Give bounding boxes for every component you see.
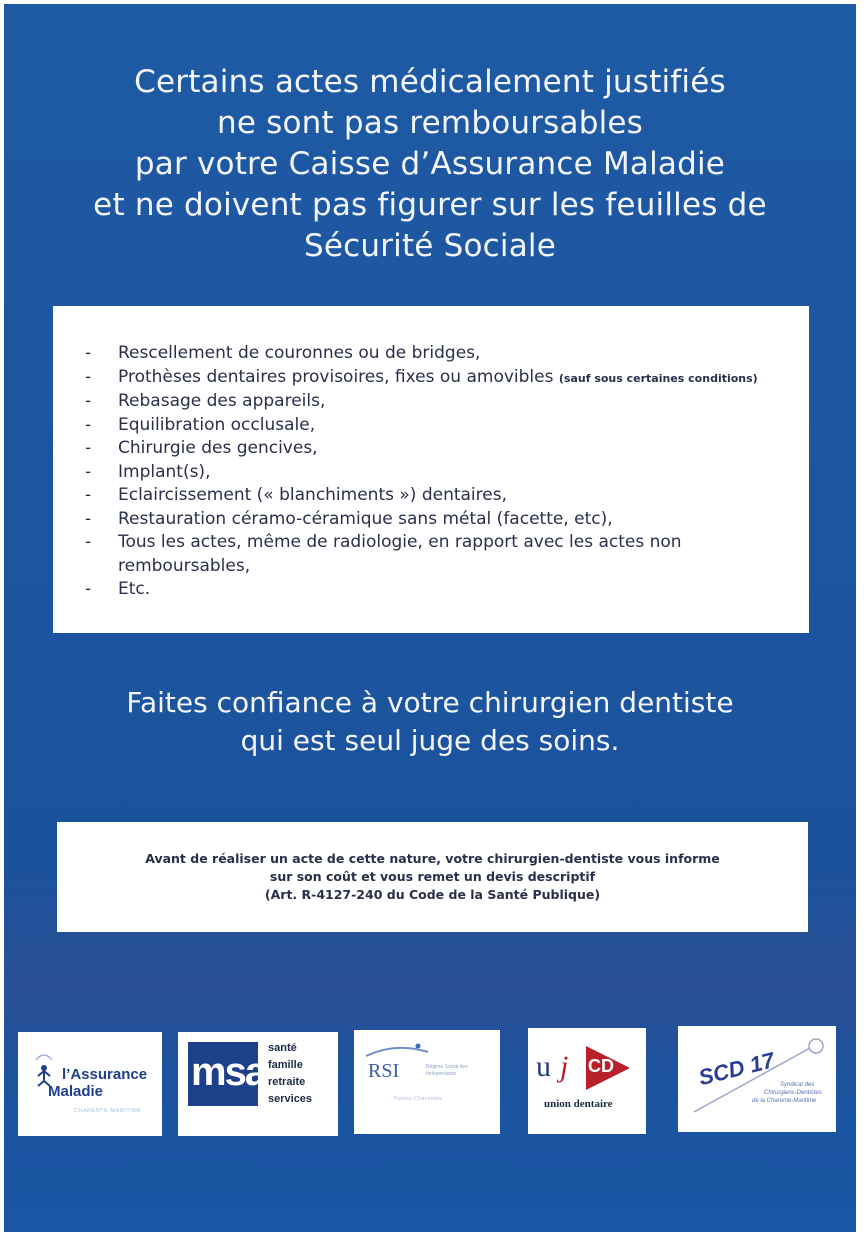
non-reimbursable-acts-box — [53, 306, 809, 633]
poster — [4, 4, 856, 1232]
list-item — [85, 508, 769, 532]
list-item — [85, 461, 769, 485]
rsi-small: Régime Social des Indépendants — [426, 1064, 468, 1077]
msa-line: services — [268, 1093, 313, 1105]
notice-line: (Art. R-4127-240 du Code de la Santé Publique) — [264, 887, 601, 902]
ujcd-cd: CD — [588, 1056, 614, 1076]
assurance-maladie-logo — [18, 1032, 162, 1136]
list-dash: - — [85, 461, 92, 482]
act-text: Chirurgie des gencives, — [118, 438, 318, 458]
rsi-logo — [354, 1030, 500, 1134]
scd17-logo — [678, 1026, 836, 1132]
headline-line: et ne doivent pas figurer sur les feuilles de — [93, 187, 767, 223]
act-text: Tous les actes, même de radiologie, en rapport avec les actes non remboursables, — [118, 532, 682, 576]
trust-line: Faites confiance à votre chirurgien dentiste — [126, 686, 734, 719]
list-item — [85, 578, 769, 602]
list-dash: - — [85, 438, 92, 458]
act-text: Rescellement de couronnes ou de bridges, — [118, 343, 481, 363]
act-text: Etc. — [118, 579, 151, 599]
list-dash: - — [85, 391, 92, 411]
msa-logo — [178, 1032, 338, 1136]
list-item — [85, 342, 769, 366]
act-text: Eclaircissement (« blanchiments ») dentaires, — [118, 485, 507, 505]
assurance-line1: l’Assurance — [62, 1066, 148, 1083]
information-notice — [57, 850, 808, 904]
list-dash: - — [85, 343, 92, 363]
list-item — [85, 390, 769, 414]
headline-line: Certains actes médicalement justifiés — [134, 64, 726, 100]
trust-line: qui est seul juge des soins. — [240, 724, 620, 757]
act-text: Equilibration occlusale, — [118, 414, 316, 435]
scd17-mark: SCD 17 — [696, 1047, 777, 1091]
headline-line: par votre Caisse d’Assurance Maladie — [134, 146, 726, 182]
ujcd-u: u — [536, 1050, 551, 1083]
list-dash: - — [85, 508, 92, 529]
scd17-line: Syndicat des — [780, 1082, 815, 1088]
trust-message — [44, 684, 816, 760]
ujcd-logo — [528, 1028, 646, 1134]
rsi-tag: Poitou-Charentes — [394, 1096, 443, 1102]
msa-line: santé — [268, 1042, 297, 1054]
list-item — [85, 484, 769, 508]
list-item — [85, 414, 769, 438]
act-text: Rebasage des appareils, — [118, 391, 326, 411]
msa-line: famille — [268, 1059, 303, 1071]
assurance-line2: Maladie — [48, 1083, 104, 1100]
information-notice-box — [57, 822, 808, 932]
list-dash: - — [85, 366, 92, 387]
scd17-line: Chirurgiens-Dentistes — [764, 1090, 822, 1096]
msa-mark: msa — [191, 1050, 266, 1094]
act-text: Prothèses dentaires provisoires, fixes ou amovibles — [118, 366, 554, 387]
headline-line: Sécurité Sociale — [303, 228, 557, 264]
act-note: (sauf sous certaines conditions) — [558, 371, 758, 385]
ujcd-caption: union dentaire — [544, 1098, 613, 1110]
ujcd-j: j — [560, 1050, 569, 1083]
msa-line: retraite — [268, 1076, 306, 1088]
act-text: Restauration céramo-céramique sans métal (facette, etc), — [118, 508, 613, 529]
partner-logos — [4, 1024, 856, 1144]
headline — [34, 62, 826, 267]
list-dash: - — [85, 414, 92, 435]
notice-line: Avant de réaliser un acte de cette nature, votre chirurgien-dentiste vous informe — [145, 851, 720, 866]
list-dash: - — [85, 579, 92, 599]
list-dash: - — [85, 485, 92, 505]
list-item — [85, 437, 769, 461]
list-item — [85, 531, 769, 578]
notice-line: sur son coût et vous remet un devis descriptif — [269, 869, 596, 884]
act-text: Implant(s), — [118, 461, 211, 482]
acts-list — [53, 306, 809, 602]
scd17-line: de la Charente-Maritime — [752, 1098, 817, 1104]
headline-line: ne sont pas remboursables — [216, 105, 644, 141]
list-item — [85, 366, 769, 391]
assurance-sub: CHARENTE-MARITIME — [74, 1108, 142, 1114]
list-dash: - — [85, 532, 92, 552]
rsi-mark: RSI — [368, 1060, 400, 1082]
